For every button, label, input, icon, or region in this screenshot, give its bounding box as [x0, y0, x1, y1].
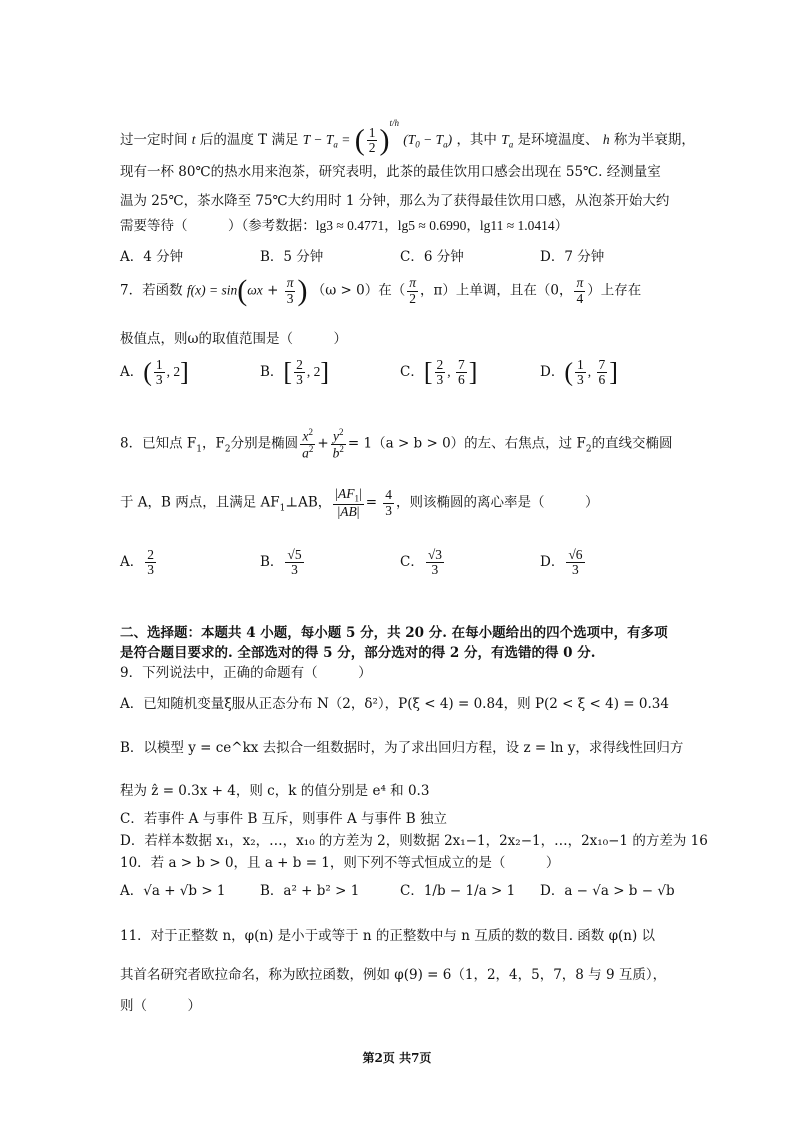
q8-line2: 于 A，B 两点，且满足 $AF_1\perp AB$， $\frac{|AF_1|}{|AB|}$ = $\frac{4}{3}$ ，则该椭圆的离心率是（ ） — [120, 486, 599, 520]
q11-line3: 则（ ） — [120, 998, 201, 1014]
q7-option-d: D．( $\frac{1}{3}$ , $\frac{7}{6}$ ] — [540, 357, 618, 388]
q10-option-a: A．√a + √b > 1 — [120, 883, 226, 899]
q7-option-c: C．[ $\frac{2}{3}$ , $\frac{7}{6}$ ] — [400, 357, 478, 388]
q9-option-d: D．若样本数据 x₁，x₂，…，x₁₀ 的方差为 2，则数据 2x₁−1，2x₂−1，…，2x₁₀−1 的方差为 16 — [120, 833, 708, 849]
q7-line2: 极值点，则ω的取值范围是（ ） — [120, 331, 348, 347]
q8-stem: 8．已知点 $F_1$，$F_2$分别是椭圆 $\frac{x^2}{a^2}$ + $\frac{y^2}{b^2}$ = 1（a > b > 0）的左、右焦点，过 $F_2$的直线交椭圆 — [120, 427, 673, 461]
q8-frac-y2b2: $\frac{y^2}{b^2}$ — [332, 427, 344, 461]
q7-frac-pi4: $\frac{\pi}{4}$ — [576, 275, 584, 306]
q11-line2: 其首名研究者欧拉命名，称为欧拉函数，例如 φ(9) = 6（1，2，4，5，7，8 与 9 互质）， — [120, 967, 667, 983]
q8-option-a: A． $\frac{2}{3}$ — [120, 547, 154, 578]
q7-frac-pi2: $\frac{\pi}{2}$ — [409, 275, 417, 306]
q6-half: $\frac{1}{2}$ — [368, 124, 376, 155]
q6-text: 是环境温度、 — [517, 132, 599, 148]
q6-text: ，其中 — [456, 132, 497, 148]
q6-line2: 现有一杯 80℃的热水用来泡茶，研究表明，此茶的最佳饮用口感会出现在 55℃. 经测量室 — [120, 164, 661, 180]
q8-option-c: C． $\frac{√3}{3}$ — [400, 547, 443, 578]
q6-text: 后的温度 T 满足 — [199, 132, 299, 148]
q9-option-a: A．已知随机变量ξ服从正态分布 N（2，δ²），P(ξ < 4) = 0.84，则 P(2 < ξ < 4) = 0.34 — [120, 696, 669, 712]
q8-frac-x2a2: $\frac{x^2}{a^2}$ — [302, 427, 314, 461]
section2-header-line2: 是符合题目要求的. 全部选对的得 5 分，部分选对的得 2 分，有选错的得 0 分. — [120, 645, 596, 661]
q6-formula: $T - T_a$ = — [302, 132, 351, 150]
q7-frac-pi3: $\frac{\pi}{3}$ — [286, 275, 294, 306]
q6-option-d: D．7 分钟 — [540, 249, 605, 265]
q7-stem: 7．若函数 f(x) = sin(ωx + $\frac{\pi}{3}$ ) （ω > 0）在（ $\frac{\pi}{2}$ ，π）上单调，且在（0， $\frac{\pi}{4}$ ）上存在 — [120, 274, 642, 307]
q8-option-b: B． $\frac{√5}{3}$ — [260, 547, 302, 578]
q10-option-b: B．a² + b² > 1 — [260, 883, 360, 899]
q6-var-t: t — [191, 132, 196, 147]
q9-option-b-line1: B．以模型 y = ce^kx 去拟合一组数据时，为了求出回归方程，设 z = ln y，求得线性回归方 — [120, 740, 684, 756]
q8-frac-4-3: $\frac{4}{3}$ — [385, 487, 393, 518]
q6-text: 需要等待（ ）（参考数据： — [120, 218, 316, 234]
q10-option-c: C．1/b − 1/a > 1 — [400, 883, 516, 899]
q6-paren: ( — [354, 123, 365, 157]
q9-stem: 9．下列说法中，正确的命题有（ ） — [120, 665, 372, 681]
section2-header-line1: 二、选择题：本题共 4 小题，每小题 5 分，共 20 分. 在每小题给出的四个选项中，有多项 — [120, 625, 668, 641]
q11-line1: 11．对于正整数 n，φ(n) 是小于或等于 n 的正整数中与 n 互质的数的数目. 函数 φ(n) 以 — [120, 928, 656, 944]
q10-stem: 10．若 a > b > 0，且 a + b = 1，则下列不等式恒成立的是（ ） — [120, 855, 560, 871]
q6-line4 — [120, 214, 568, 234]
q7-text: ）上存在 — [587, 282, 642, 299]
q7-function: f(x) = sin — [186, 282, 238, 298]
q7-option-a: A．( $\frac{1}{3}$ , 2] — [120, 357, 189, 388]
q10-option-d: D．a − √a > b − √b — [540, 883, 675, 899]
q7-option-b: B．[ $\frac{2}{3}$ , 2] — [260, 357, 330, 388]
q8-option-d: D． $\frac{√6}{3}$ — [540, 547, 583, 578]
q6-line1: 过一定时间 t 后的温度 T 满足 $T - T_a$ = ( $\frac{1}{2}$ )$^{t/h}$ $(T_0 - T_a)$ ，其中 $T_a$ 是环境温度、 h 称为半衰期， — [120, 118, 695, 157]
q6-reference-data: lg3 ≈ 0.4771，lg5 ≈ 0.6990，lg11 ≈ 1.0414） — [315, 218, 569, 233]
q7-text: ，π）上单调，且在（0， — [420, 282, 573, 299]
q9-option-b-line2: 程为 ẑ = 0.3x + 4，则 c，k 的值分别是 e⁴ 和 0.3 — [120, 783, 430, 799]
page-footer: 第2页 共7页 — [362, 1051, 432, 1065]
q6-text: 过一定时间 — [120, 132, 188, 148]
q6-var-h: h — [602, 132, 610, 147]
q6-option-a: A．4 分钟 — [120, 249, 184, 265]
q8-ratio: $\frac{|AF_1|}{|AB|}$ — [335, 486, 362, 520]
q6-line3: 温为 25℃，茶水降至 75℃大约用时 1 分钟，那么为了获得最佳饮用口感，从泡茶开始大约 — [120, 193, 670, 209]
q6-option-c: C．6 分钟 — [400, 249, 464, 265]
q6-ta: $T_a$ — [501, 132, 514, 150]
q6-formula-2: $(T_0 - T_a)$ — [403, 132, 453, 150]
q6-option-b: B．5 分钟 — [260, 249, 324, 265]
q7-text: 7．若函数 — [120, 282, 183, 299]
q9-option-c: C．若事件 A 与事件 B 互斥，则事件 A 与事件 B 独立 — [120, 811, 447, 827]
q6-text: 称为半衰期， — [613, 132, 695, 148]
q7-text: （ω > 0）在（ — [311, 282, 406, 299]
